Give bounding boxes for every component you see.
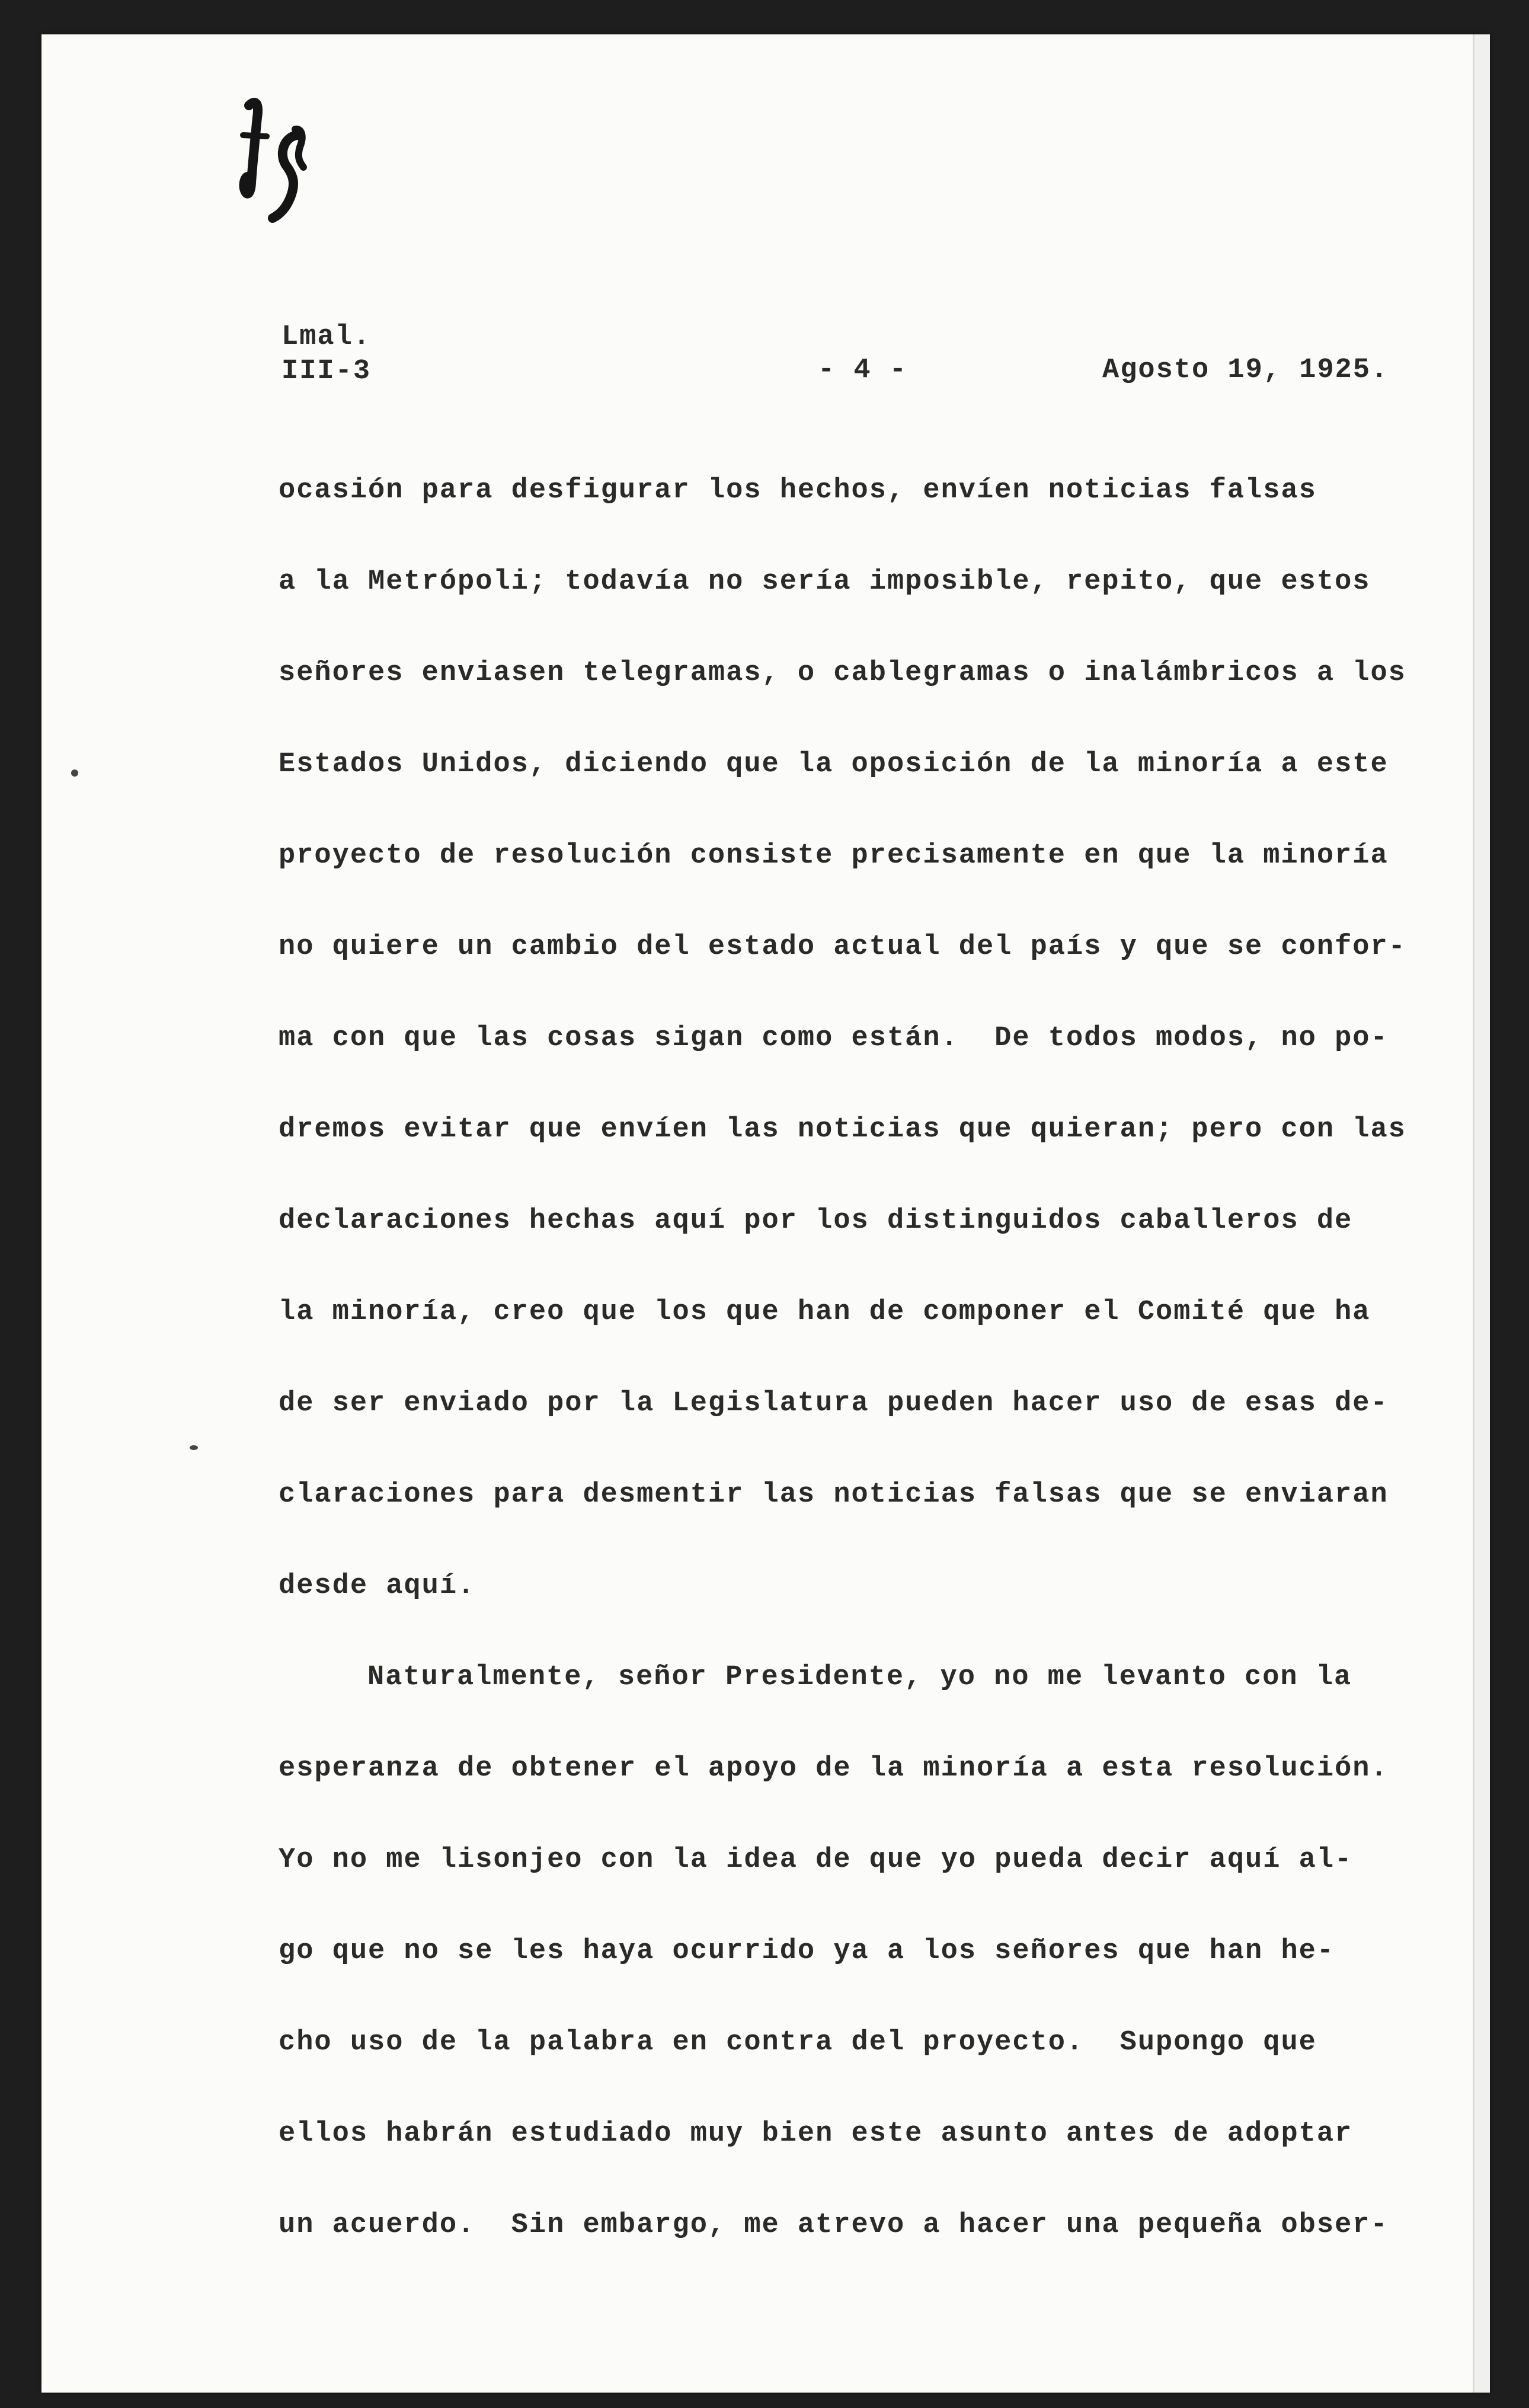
page-edge-shadow xyxy=(1473,34,1490,2393)
page-number: - 4 - xyxy=(818,355,908,386)
paper-speck xyxy=(190,1445,198,1450)
document-reference xyxy=(282,320,371,389)
paper-speck xyxy=(71,769,78,777)
text-line: de ser enviado por la Legislatura pueden hacer uso de esas de- xyxy=(279,1388,1389,1419)
text-line: la minoría, creo que los que han de componer el Comité que ha xyxy=(279,1296,1371,1328)
text-line: desde aquí. xyxy=(279,1570,476,1602)
text-line: cho uso de la palabra en contra del proyecto. Supongo que xyxy=(279,2027,1317,2058)
text-line: proyecto de resolución consiste precisamente en que la minoría xyxy=(279,840,1389,871)
text-line: declaraciones hechas aquí por los distinguidos caballeros de xyxy=(279,1205,1353,1237)
text-line: ellos habrán estudiado muy bien este asunto antes de adoptar xyxy=(279,2118,1353,2150)
text-line: esperanza de obtener el apoyo de la minoría a esta resolución. xyxy=(279,1753,1389,1784)
text-line: a la Metrópoli; todavía no sería imposible, repito, que estos xyxy=(279,566,1371,598)
text-line: claraciones para desmentir las noticias falsas que se enviaran xyxy=(279,1479,1389,1510)
handwritten-page-mark xyxy=(231,94,320,230)
text-line: no quiere un cambio del estado actual del país y que se confor- xyxy=(279,931,1406,963)
text-line: go que no se les haya ocurrido ya a los señores que han he- xyxy=(279,1936,1335,1967)
text-line: Estados Unidos, diciendo que la oposición de la minoría a este xyxy=(279,749,1389,780)
text-line: ocasión para desfigurar los hechos, envíen noticias falsas xyxy=(279,475,1317,506)
body-text xyxy=(279,473,1440,2299)
document-page xyxy=(41,34,1490,2393)
text-line: un acuerdo. Sin embargo, me atrevo a hacer una pequeña obser- xyxy=(279,2209,1389,2241)
reference-line-2: III-3 xyxy=(282,356,372,387)
reference-line-1: Lmal. xyxy=(282,321,372,353)
text-line: Naturalmente, señor Presidente, yo no me levanto con la xyxy=(367,1662,1352,1693)
document-date: Agosto 19, 1925. xyxy=(1102,355,1389,386)
text-line: ma con que las cosas sigan como están. De todos modos, no po- xyxy=(279,1023,1389,1054)
text-line: Yo no me lisonjeo con la idea de que yo pueda decir aquí al- xyxy=(279,1844,1353,1876)
text-line: señores enviasen telegramas, o cablegramas o inalámbricos a los xyxy=(279,657,1406,689)
text-line: dremos evitar que envíen las noticias que quieran; pero con las xyxy=(279,1114,1406,1145)
